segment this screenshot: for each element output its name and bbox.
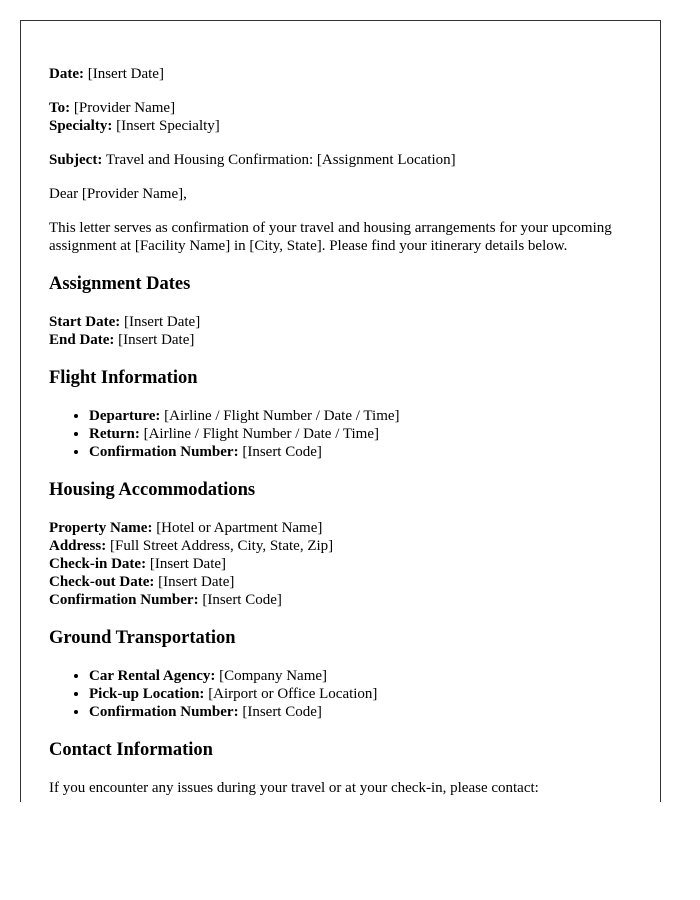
assignment-dates: Start Date: [Insert Date] End Date: [Insert Date] <box>49 314 201 348</box>
recipient-block: To: [Provider Name] Specialty: [Insert Specialty] <box>49 100 220 134</box>
intro-paragraph: This letter serves as confirmation of your travel and housing arrangements for your upcoming assignment at [Facility Name] in [City, State]. Please find your itinerary details below. <box>49 220 612 254</box>
list-item: • Departure: [Airline / Flight Number / Date / Time] <box>89 407 632 425</box>
subject-line: Subject: Travel and Housing Confirmation: [Assignment Location] <box>49 152 456 168</box>
housing-heading: Housing Accommodations <box>49 480 256 500</box>
list-item: • Car Rental Agency: [Company Name] <box>89 667 632 685</box>
list-item: • Confirmation Number: [Insert Code] <box>89 703 632 721</box>
housing-details: Property Name: [Hotel or Apartment Name] Address: [Full Street Address, City, State, Zip] Check-in Date: [Insert Date] Check-out Date: [Insert Date] Confirmation Number: [Insert Code] <box>49 520 334 608</box>
ground-transport-heading: Ground Transportation <box>49 628 236 648</box>
contact-heading: Contact Information <box>49 740 213 760</box>
letter-page <box>20 20 661 802</box>
ground-transport-list <box>49 667 632 721</box>
list-item: • Pick-up Location: [Airport or Office Location] <box>89 685 632 703</box>
date-line: Date: [Insert Date] <box>49 66 164 82</box>
list-item: • Return: [Airline / Flight Number / Date / Time] <box>89 425 632 443</box>
salutation: Dear [Provider Name], <box>49 186 187 202</box>
assignment-dates-heading: Assignment Dates <box>49 274 191 294</box>
flight-info-heading: Flight Information <box>49 368 198 388</box>
contact-text: If you encounter any issues during your travel or at your check-in, please contact: <box>49 780 539 796</box>
flight-info-list <box>49 407 632 461</box>
list-item: • Confirmation Number: [Insert Code] <box>89 443 632 461</box>
